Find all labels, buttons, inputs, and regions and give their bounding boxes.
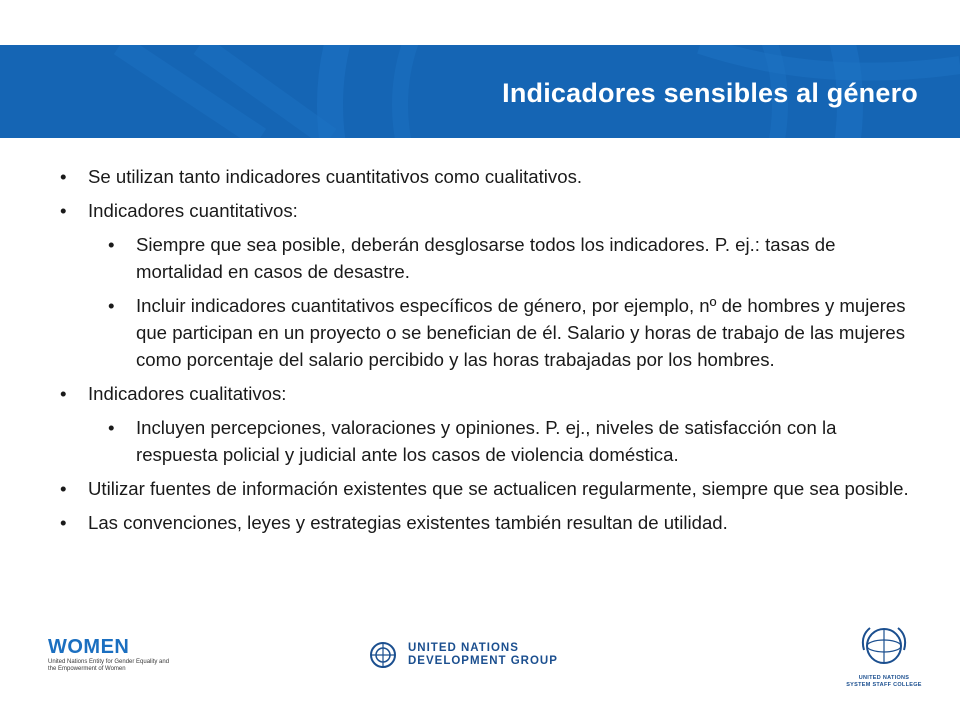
undg-line1: UNITED NATIONS — [408, 642, 519, 654]
un-women-subtitle: United Nations Entity for Gender Equality and the Empowerment of Women — [48, 659, 170, 672]
bullet-text: Indicadores cuantitativos: — [88, 200, 298, 221]
bullet-marker: • — [108, 295, 115, 316]
bullet-item-level-2 — [108, 231, 912, 285]
bullet-text: Indicadores cualitativos: — [88, 383, 287, 404]
un-women-wordmark: WOMEN — [48, 636, 130, 658]
bullet-text: Siempre que sea posible, deberán desglosarse todos los indicadores. P. ej.: tasas de mortalidad en casos de desastre. — [136, 234, 836, 282]
un-emblem-icon — [366, 640, 400, 670]
footer-logos — [0, 618, 960, 720]
slide-title: Indicadores sensibles al género — [502, 78, 918, 108]
bullet-item-level-2 — [108, 292, 912, 373]
bullet-marker: • — [60, 512, 67, 533]
bullet-text: Se utilizan tanto indicadores cuantitativos como cualitativos. — [88, 166, 583, 187]
staff-college-line1: UNITED NATIONS — [858, 675, 910, 681]
staff-college-emblem-icon — [856, 622, 912, 670]
bullet-item-level-1 — [60, 163, 912, 190]
bullet-item-level-2 — [108, 414, 912, 468]
bullet-text: Incluyen percepciones, valoraciones y opiniones. P. ej., niveles de satisfacción con la respuesta policial y judicial ante los casos de violencia doméstica. — [136, 417, 837, 465]
staff-college-line2: SYSTEM STAFF COLLEGE — [846, 682, 922, 688]
staff-college-logo — [846, 622, 922, 689]
bullet-item-level-1 — [60, 380, 912, 407]
bullet-marker: • — [108, 417, 115, 438]
bullet-item-level-1 — [60, 509, 912, 536]
bullet-text: Utilizar fuentes de información existentes que se actualicen regularmente, siempre que sea posible. — [88, 478, 909, 499]
bullet-list — [60, 163, 912, 543]
bullet-item-level-1 — [60, 197, 912, 224]
undg-logo — [366, 640, 558, 670]
bullet-marker: • — [60, 383, 67, 404]
un-women-logo — [48, 636, 172, 673]
bullet-marker: • — [60, 478, 67, 499]
bullet-marker: • — [60, 166, 67, 187]
bullet-marker: • — [60, 200, 67, 221]
bullet-marker: • — [108, 234, 115, 255]
undg-line2: DEVELOPMENT GROUP — [408, 655, 558, 667]
header-banner — [0, 45, 960, 138]
bullet-text: Las convenciones, leyes y estrategias existentes también resultan de utilidad. — [88, 512, 728, 533]
bullet-item-level-1 — [60, 475, 912, 502]
bullet-text: Incluir indicadores cuantitativos específicos de género, por ejemplo, nº de hombres y mujeres que participan en un proyecto o se benefician de él. Salario y horas de trabajo de las mujeres como porcentaje del salario percibido y las horas trabajadas por los hombres. — [136, 295, 906, 370]
